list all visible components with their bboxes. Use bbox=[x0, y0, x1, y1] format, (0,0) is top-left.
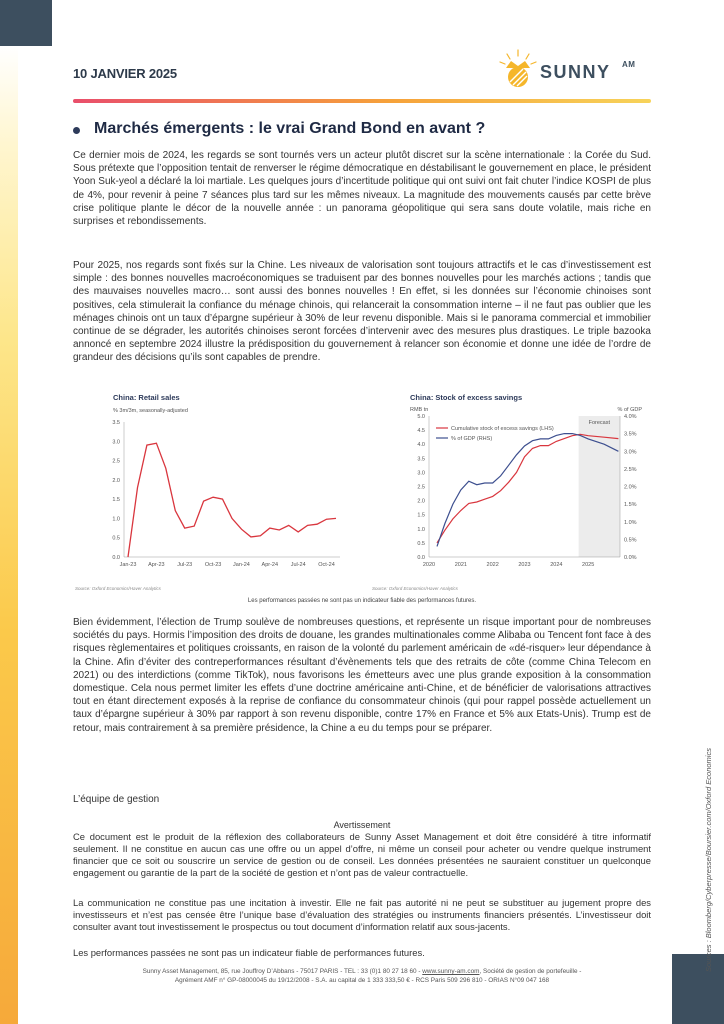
excess-savings-chart bbox=[392, 390, 662, 580]
chart2-right-tick-label: 3.5% bbox=[624, 431, 637, 438]
chart2-legend-savings: Cumulative stock of excess savings (LHS) bbox=[451, 426, 554, 432]
footer-registration: Agrément AMF n° GP-08000045 du 19/12/2008 - S.A. au capital de 1 333 333,50 € - RCS Paris 509 296 810 - ORIAS N°09 047 168 bbox=[174, 977, 550, 984]
chart1-y-tick-label: 0.5 bbox=[112, 535, 120, 542]
chart1-title: China: Retail sales bbox=[113, 393, 180, 402]
chart2-left-unit: RMB tn bbox=[410, 407, 429, 413]
chart2-right-tick-label: 1.5% bbox=[624, 502, 637, 509]
title-bullet-icon bbox=[73, 127, 80, 134]
chart2-x-tick-label: 2023 bbox=[518, 562, 531, 568]
chart1-x-tick-label: Jul-24 bbox=[290, 562, 306, 568]
chart1-x-tick-label: Oct-23 bbox=[204, 562, 222, 568]
chart2-source: Source: Oxford Economics/Haver Analytics bbox=[372, 586, 458, 591]
chart2-x-tick-label: 2021 bbox=[454, 562, 467, 568]
chart2-legend-gdp: % of GDP (RHS) bbox=[451, 436, 493, 442]
footer-company-type: , Société de gestion de portefeuille - bbox=[479, 968, 582, 975]
sources-vertical: Sources : Bloomberg/Cyberpresse/Boursier.com/Oxford Economics bbox=[704, 748, 713, 972]
header-gradient-rule bbox=[73, 99, 651, 103]
chart2-left-tick-label: 1.5 bbox=[417, 512, 425, 519]
signature: L’équipe de gestion bbox=[73, 794, 160, 805]
corner-block-bottom bbox=[672, 954, 724, 1024]
chart2-x-tick-label: 2020 bbox=[422, 562, 436, 568]
chart1-x-tick-label: Apr-23 bbox=[148, 562, 165, 568]
chart1-y-tick-label: 2.0 bbox=[112, 477, 120, 484]
footer bbox=[73, 967, 651, 985]
chart1-series-line bbox=[128, 443, 336, 557]
chart1-x-tick-label: Jan-23 bbox=[119, 562, 137, 568]
chart2-forecast-label: Forecast bbox=[588, 420, 611, 426]
article-title: Marchés émergents : le vrai Grand Bond en avant ? bbox=[94, 120, 486, 137]
side-gradient-band bbox=[0, 46, 18, 1024]
sun-crown-icon bbox=[494, 46, 542, 92]
chart2-right-tick-label: 0.0% bbox=[624, 555, 637, 561]
chart2-left-tick-label: 1.0 bbox=[417, 526, 425, 533]
chart1-x-tick-label: Oct-24 bbox=[318, 562, 335, 568]
chart2-x-tick-label: 2022 bbox=[486, 562, 499, 568]
warning-paragraph-1: Ce document est le produit de la réflexion des collaborateurs de Sunny Asset Management et doit être considéré à titre informatif seulement. Il ne constitue en aucun cas une offre ou un appel d’offre, ni même un conseil pour acheter ou vendre quelque instrument financier que ce soit ou souscrire un service de gestion ou de conseil. Les données présentées ne sauraient constituer un quelconque engagement ou garantie de la part de la société de gestion et n’ont pas de valeur contractuelle. bbox=[73, 831, 651, 878]
chart1-x-tick-label: Jul-23 bbox=[177, 562, 193, 568]
chart2-left-tick-label: 4.5 bbox=[417, 428, 425, 435]
paragraph-2: Pour 2025, nos regards sont fixés sur la Chine. Les niveaux de valorisation sont toujours attractifs et le cas d’investissement est simple : des bonnes nouvelles macroéconomiques se traduisent par des bonnes nouvelles pour les marchés actions ; tandis que des mauvaises nouvelles macro… sont aussi des bonnes nouvelles ! En effet, si les données sur l’économie chinoises sont positives, cela stimulerait la confiance du ménage chinois, qui relancerait la consommation interne – il ne faut pas oublier que les ménages chinois ont un taux d’épargne supérieur à 30% de leur revenu disponible. Mais si le panorama commercial et immobilier continue de se dégrader, les autorités chinoises seront forcées d’intervenir avec des mesures plus drastiques. Le triple bazooka annoncé en septembre 2024 illustre la prédisposition du gouvernement à relancer son économie et donne une idée de l’ordre de grandeur des décisions qu’ils sont capables de prendre. bbox=[73, 260, 651, 364]
warning-paragraph-2: La communication ne constitue pas une incitation à investir. Elle ne fait pas autorité ni ne peut se substituer au jugement propre des investisseurs et n’est pas censée être l’unique base d’évaluation des stratégies ou instruments financiers présentés. L’investisseur doit consulter avant tout investissement le prospectus ou tout document d’information relatif aux sous-jacents. bbox=[73, 897, 651, 932]
chart1-y-tick-label: 3.5 bbox=[112, 420, 120, 426]
logo-superscript: AM bbox=[622, 60, 636, 69]
paragraph-1: Ce dernier mois de 2024, les regards se sont tournés vers un acteur plutôt discret sur la scène internationale : la Corée du Sud. Sous prétexte que l’opposition tentait de renverser le régime démocratique en déstabilisant le gouvernement en place, le président Yoon Suk-yeol a déclaré la loi martiale. Les quelques jours d’incertitude politique qui ont suivi ont fait chuter l’indice KOSPI de plus de 4%, pour revenir à peine 7 séances plus tard sur les mêmes niveaux. La magnitude des mouvements causés par cette brève crise politique plante le décor de la nouvelle année : un panorama géopolitique qui sera sans doute volatile, mais riche en surprises et rebondissements. bbox=[73, 150, 651, 228]
chart1-y-tick-label: 1.0 bbox=[112, 516, 120, 523]
chart2-right-tick-label: 1.0% bbox=[624, 519, 637, 526]
footer-address: Sunny Asset Management, 85, rue Jouffroy D’Abbans - 75017 PARIS - TEL : 33 (0)1 80 27 18 60 - bbox=[142, 968, 423, 975]
chart2-left-tick-label: 0.0 bbox=[417, 555, 425, 561]
chart2-left-tick-label: 4.0 bbox=[417, 442, 425, 449]
chart1-x-tick-label: Jan-24 bbox=[233, 562, 250, 568]
chart1-y-tick-label: 3.0 bbox=[112, 439, 120, 446]
warning-title: Avertissement bbox=[333, 820, 391, 830]
footer-website-link[interactable]: www.sunny-am.com bbox=[422, 968, 480, 975]
chart2-left-tick-label: 0.5 bbox=[417, 540, 425, 547]
warning-paragraph-3: Les performances passées ne sont pas un indicateur fiable de performances futures. bbox=[73, 947, 425, 958]
header-date: 10 JANVIER 2025 bbox=[73, 66, 177, 81]
chart1-y-tick-label: 2.5 bbox=[112, 458, 120, 465]
chart2-right-tick-label: 4.0% bbox=[624, 414, 637, 420]
chart2-x-tick-label: 2024 bbox=[550, 562, 563, 568]
chart1-y-tick-label: 0.0 bbox=[112, 555, 120, 561]
chart2-left-tick-label: 3.5 bbox=[417, 456, 425, 463]
paragraph-3: Bien évidemment, l’élection de Trump soulève de nombreuses questions, et représente un risque important pour de nombreuses sociétés du pays. Hormis l’imposition des droits de douane, les grandes multinationales comme Alibaba ou Tencent font face à des risques règlementaires et politiques croissants, en raison de la volonté du parlement américain de «dé-risquer» leur dépendance à la Chine. Afin d’éviter des contreperformances résultant d’évènements tels que des retraits de côte (comme China Telecom en 2021) ou des interdictions (comme TikTok), nous favorisons les émetteurs avec une plus grande exposition à la consommation domestique. Cela nous permet limiter les effets d’une doctrine américaine anti-Chine, et de bénéficier de valorisations attractives tout en étant directement exposés à la reprise de confiance du consommateur chinois (qui pour rappel possède actuellement un taux d’épargne supérieur à 30% par rapport à son revenu disponible, contre 17% en France et 5% aux Etats-Unis). Trump est de retour, mais contrairement à sa première présidence, la Chine a eu du temps pour se préparer. bbox=[73, 617, 651, 734]
retail-sales-chart bbox=[84, 390, 352, 580]
chart2-left-tick-label: 3.0 bbox=[417, 470, 425, 477]
chart2-right-tick-label: 3.0% bbox=[624, 449, 637, 456]
chart2-left-tick-label: 5.0 bbox=[417, 414, 425, 420]
chart2-title: China: Stock of excess savings bbox=[410, 393, 523, 402]
chart2-right-tick-label: 2.5% bbox=[624, 466, 637, 473]
chart-disclaimer: Les performances passées ne sont pas un indicateur fiable des performances futures. bbox=[247, 598, 477, 604]
chart2-right-unit: % of GDP bbox=[617, 407, 642, 413]
chart2-left-tick-label: 2.0 bbox=[417, 498, 425, 505]
logo-text: SUNNY bbox=[540, 62, 611, 82]
chart1-x-tick-label: Apr-24 bbox=[261, 562, 279, 568]
chart1-source: Source: Oxford Economics/Haver Analytics bbox=[75, 586, 161, 591]
chart1-y-tick-label: 1.5 bbox=[112, 497, 120, 504]
chart2-left-tick-label: 2.5 bbox=[417, 484, 425, 491]
chart2-right-tick-label: 2.0% bbox=[624, 484, 637, 491]
sunny-am-logo bbox=[494, 46, 654, 92]
corner-block-top bbox=[0, 0, 52, 46]
chart2-x-tick-label: 2025 bbox=[582, 562, 595, 568]
chart2-right-tick-label: 0.5% bbox=[624, 537, 637, 544]
chart1-subtitle: % 3m/3m, seasonally-adjusted bbox=[113, 408, 188, 414]
